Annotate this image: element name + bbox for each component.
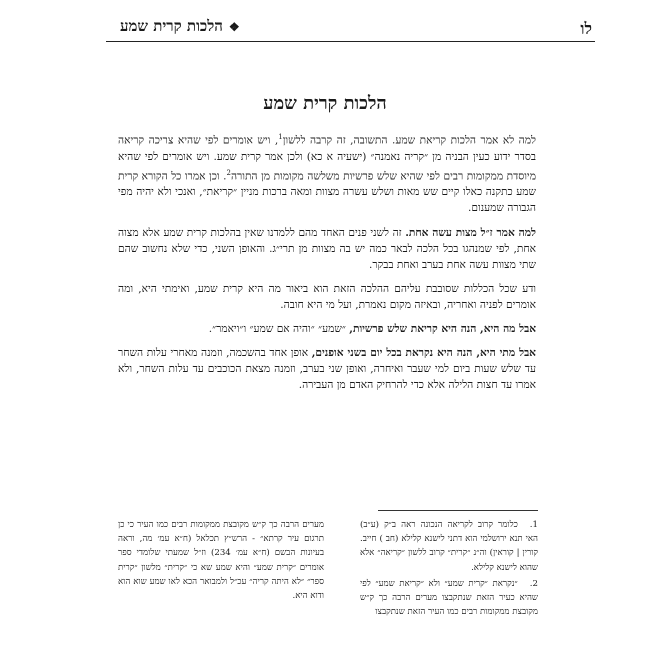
- page-number: לו: [580, 19, 592, 38]
- paragraph: אבל מה היא, הנה היא קריאת שלש פרשיות, ״שמע״ ״והיה אם שמע״ ו״ויאמר״.: [208, 323, 536, 335]
- footnotes-column-right: [360, 518, 538, 621]
- chapter-title: הלכות קרית שמע: [263, 93, 387, 114]
- running-title: [120, 17, 240, 36]
- footnote-rule: [378, 510, 538, 511]
- running-title-text: הלכות קרית שמע: [120, 17, 223, 35]
- footnote-continuation: מערים הרבה כך ק״ש מקובצת ממקומות רבים כמו העיר כי כן תרגום עיר קרתא״ - הרש״ץ תכלאל (ח״א עמ׳ מה, וראה בעיונות הבשם (ח״א עמ׳ 234) וז״ל שמעתי שלומדי ספר אומרים ״קרית שמע״ והיא שמע שא כי ״קרית״ מלשון ״קרית ספר״ ״לא היתה קריה״ עכ״ל ולמבואר הכא לאו שמע שוא הוא ודוא היא.: [118, 520, 325, 602]
- paragraph: אבל מתי היא, הנה היא נקראת בכל יום בשני אופנים, אופן אחד בהשכמה, וזמנה מאחרי עלות השחר עד שלש שעות ביום למי שעבר ואיחרה, ואופן שני בערב, וזמנה מצאת הכוכבים עד עלות השחר, ולא אמרו עד חצות הלילה אלא כדי להרחיק האדם מן העבירה.: [118, 347, 536, 392]
- diamond-ornament-icon: ❖: [228, 20, 240, 34]
- header-rule: [106, 41, 595, 42]
- footnote: 2.״נקראת ״קרית שמע״ ולא ״קריאת שמע״ לפי שהיא כעיר הזאת שנתקבצו מערים הרבה כך ק״ש מקובצת ממקומות רבים כמו העיר הזאת שנתקבצו: [360, 578, 538, 618]
- paragraph: למה אמר ז״ל מצות עשה אחת. זה לשני פנים האחד מהם ללמדנו שאין בהלכות קרית שמע אלא מצוה אחת, לפי שמנהגו בכל הלכה לבאר כמה יש בה מצוות מן תרי״ג. והאופן השני, כדי שלא נחשוב שהם שתי מצוות עשה אחת בערב ואחת בבקר.: [118, 226, 536, 271]
- paragraph: למה לא אמר הלכות קריאת שמע. התשובה, זה קרבה ללשון$^1$, ויש אומרים לפי שהיא צריכה קריאה בסדר ידוע כעין הבניה מן ״קריה נאמנה״ (ישעיה א כא) ולכן אמר קרית שמע. ויש אומרים לפי שהיא מיוסדת ממקומות רבים לפי שהיא שלש פרשיות משלשה מקומות מן התורה$^2$. וכן אמרו כל הקורא קרית שמע כתקנה כאלו קיים שש מאות ושלש עשרה מצוות ומאה ברכות מניין ״קריאת״, ואנכי ולא יהיה מפי הגבורה שמענום.: [118, 133, 536, 215]
- footnote: 1.כלומר קרוב לקריאה הנכונה ראה ב״ק (ע״ב) האי תנא ירושלמי הוא דתני לישנא קלילא (חב ) חייב. קורין | קוראין) וה״נ ״קרית״ קרוב ללשון ״קריאה״ אלא שהוא לישנא קלילא.: [360, 520, 538, 573]
- footnote-ref: 1: [278, 133, 283, 141]
- main-text: [118, 129, 536, 401]
- footnote-ref: 2: [226, 168, 231, 177]
- footnotes-column-left: [118, 518, 324, 605]
- paragraph: ודע שכל הכללות שסובבת עליהם ההלכה הזאת הוא ביאור מה היא קרית שמע, ואימתי היא, ומה אומרים לפניה ואחריה, ובאיזה מקום נאמרת, ועל מי היא חובה.: [118, 282, 536, 311]
